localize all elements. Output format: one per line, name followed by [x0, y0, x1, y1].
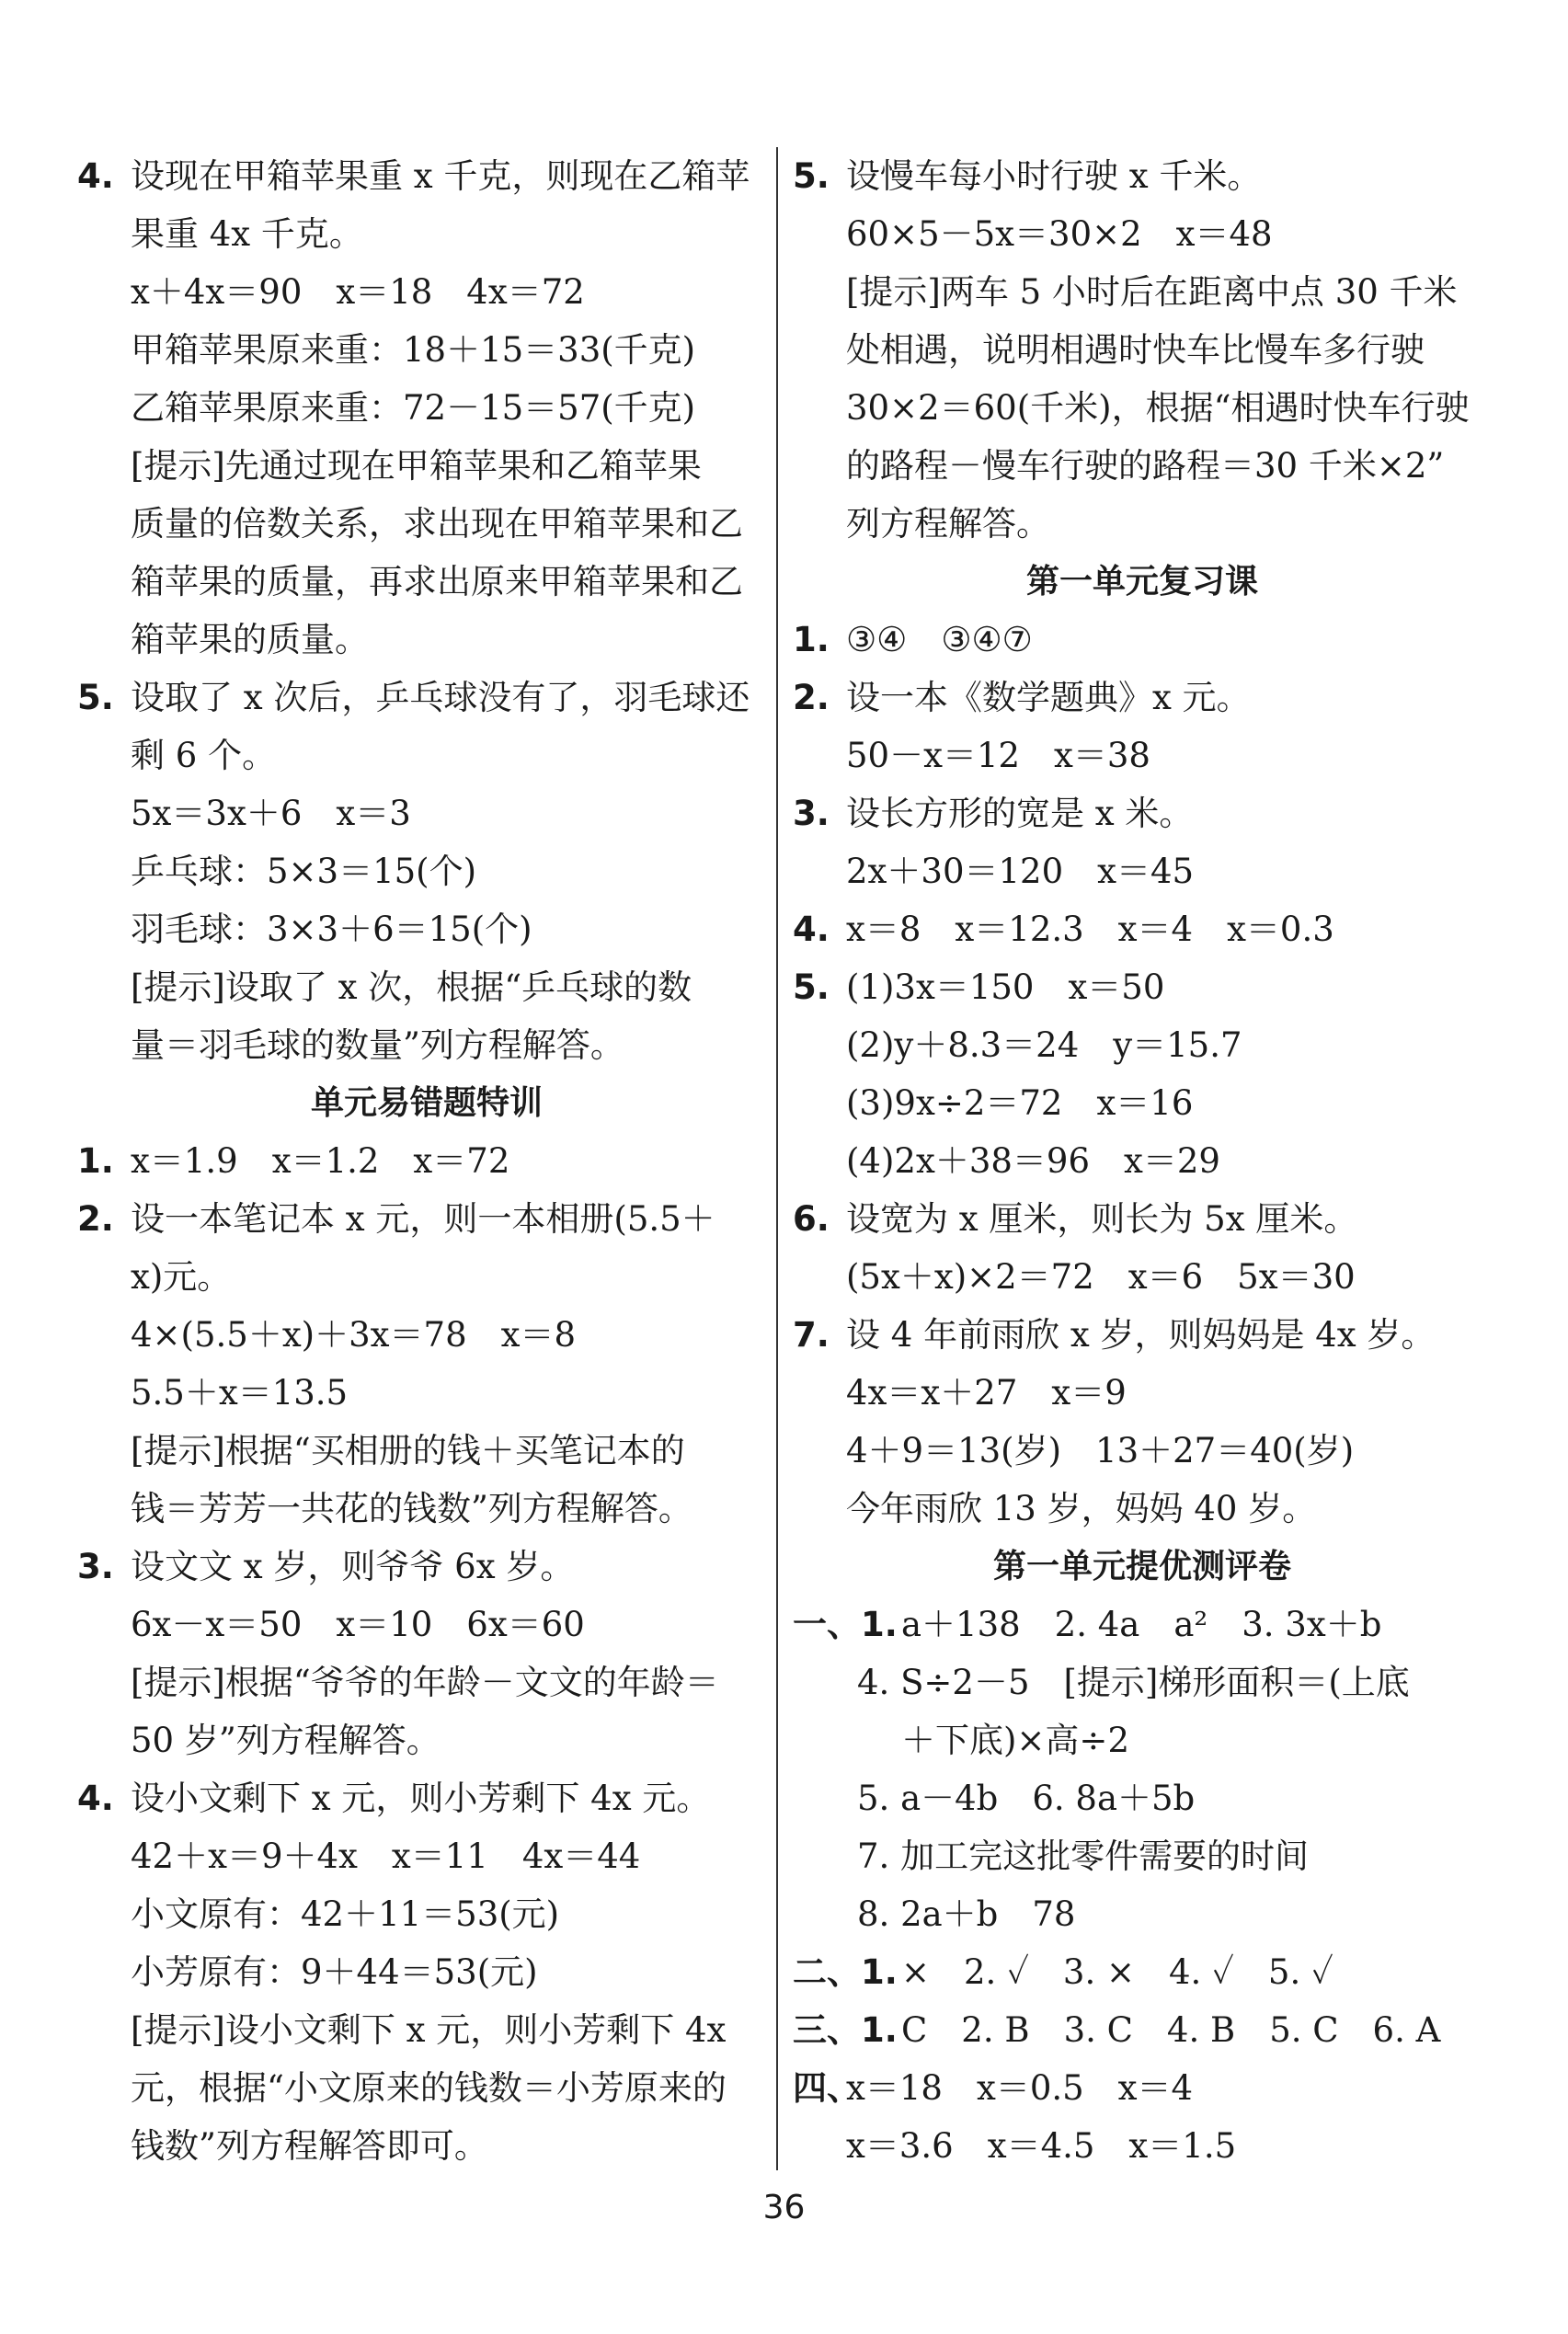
answer-line: [77, 958, 776, 1016]
answer-text: 8. 2a＋b 78: [857, 1894, 1076, 1934]
answer-line: [77, 1306, 776, 1364]
answer-line: [793, 727, 1492, 784]
answer-line: [793, 1248, 1492, 1306]
answer-line: [77, 2059, 776, 2117]
answer-text: [提示]根据“买相册的钱＋买笔记本的: [131, 1431, 685, 1470]
answer-text: 甲箱苹果原来重：18＋15＝33(千克): [131, 330, 696, 370]
answer-text: 设宽为 x 厘米，则长为 5x 厘米。: [846, 1199, 1358, 1239]
answer-line: [793, 1885, 1492, 1943]
answer-item: [77, 1132, 776, 1190]
answer-line: [77, 727, 776, 784]
answer-text: 处相遇，说明相遇时快车比慢车多行驶: [846, 330, 1425, 370]
answer-text: 设小文剩下 x 元，则小芳剩下 4x 元。: [131, 1779, 711, 1818]
item-number: 三、1.: [793, 2010, 898, 2050]
answer-line: [793, 1827, 1492, 1885]
answer-text: [提示]设小文剩下 x 元，则小芳剩下 4x: [131, 2010, 727, 2050]
answer-line: [77, 205, 776, 263]
answer-item: [793, 2059, 1492, 2117]
answer-text: 42＋x＝9＋4x x＝11 4x＝44: [131, 1836, 641, 1876]
answer-text: 5. a－4b 6. 8a＋5b: [857, 1779, 1196, 1818]
answer-text: x＝1.9 x＝1.2 x＝72: [131, 1141, 510, 1181]
answer-text: 剩 6 个。: [131, 736, 277, 775]
item-number: 5.: [793, 967, 830, 1007]
answer-text: ＋下底)×高÷2: [901, 1721, 1129, 1760]
answer-text: 设现在甲箱苹果重 x 千克，则现在乙箱苹: [131, 156, 750, 196]
answer-item: [793, 2001, 1492, 2059]
section-heading: 第一单元复习课: [1025, 563, 1258, 601]
answer-text: 设 4 年前雨欣 x 岁，则妈妈是 4x 岁。: [846, 1315, 1436, 1355]
answer-item: [793, 900, 1492, 958]
answer-line: [77, 2117, 776, 2175]
item-number: 5.: [77, 678, 114, 717]
section-heading: 第一单元提优测评卷: [992, 1548, 1291, 1585]
answer-text: [提示]根据“爷爷的年龄－文文的年龄＝: [131, 1663, 719, 1702]
answer-text: 设一本《数学题典》x 元。: [846, 678, 1251, 717]
answer-text: 2x＋30＝120 x＝45: [846, 852, 1195, 891]
item-number: 5.: [793, 156, 830, 196]
answer-text: 今年雨欣 13 岁，妈妈 40 岁。: [846, 1489, 1317, 1528]
answer-line: [77, 2001, 776, 2059]
answer-text: 乙箱苹果原来重：72－15＝57(千克): [131, 388, 696, 428]
item-number: 4.: [77, 1779, 114, 1818]
answer-item: [793, 1596, 1492, 1653]
answer-text: 小文原有：42＋11＝53(元): [131, 1894, 560, 1934]
answer-text: 4. S÷2－5 [提示]梯形面积＝(上底: [857, 1663, 1410, 1702]
answer-text: 的路程－慢车行驶的路程＝30 千米×2”: [846, 446, 1445, 486]
answer-text: 60×5－5x＝30×2 x＝48: [846, 214, 1273, 254]
answer-line: [77, 1248, 776, 1306]
answer-line: [77, 611, 776, 669]
answer-text: 4x＝x＋27 x＝9: [846, 1373, 1127, 1413]
answer-text: × 2. ✓ 3. × 4. ✓ 5. ✓: [901, 1952, 1333, 1992]
answer-line: [793, 263, 1492, 321]
answer-text: C 2. B 3. C 4. B 5. C 6. A: [901, 2010, 1441, 2050]
answer-line: [793, 842, 1492, 900]
answer-line: [793, 437, 1492, 495]
answer-text: 元，根据“小文原来的钱数＝小芳原来的: [131, 2068, 727, 2108]
answer-text: a＋138 2. 4a a² 3. 3x＋b: [901, 1605, 1382, 1644]
answer-line: [77, 1653, 776, 1711]
answer-line: [77, 1480, 776, 1538]
column-divider: [776, 147, 778, 2170]
answer-item: [793, 611, 1492, 669]
answer-item: [793, 958, 1492, 1016]
answer-line: [77, 553, 776, 611]
answer-text: 乒乓球：5×3＝15(个): [131, 852, 477, 891]
answer-line: [77, 1827, 776, 1885]
answer-text: [提示]先通过现在甲箱苹果和乙箱苹果: [131, 446, 702, 486]
item-number: 4.: [793, 910, 830, 949]
answer-line: [77, 321, 776, 379]
answer-item: [77, 669, 776, 727]
item-number: 3.: [793, 794, 830, 833]
answer-text: 箱苹果的质量。: [131, 620, 369, 659]
answer-line: [77, 1016, 776, 1074]
answer-line: [77, 495, 776, 553]
answer-text: 30×2＝60(千米)，根据“相遇时快车行驶: [846, 388, 1470, 428]
answer-text: 箱苹果的质量，再求出原来甲箱苹果和乙: [131, 562, 743, 601]
answer-line: [77, 1596, 776, 1653]
answer-text: 7. 加工完这批零件需要的时间: [857, 1836, 1310, 1876]
answer-line: [793, 1711, 1492, 1769]
answer-text: [提示]设取了 x 次，根据“乒乓球的数: [131, 967, 692, 1007]
answer-item: [77, 1190, 776, 1248]
answer-text: [提示]两车 5 小时后在距离中点 30 千米: [846, 272, 1458, 312]
answer-line: [77, 842, 776, 900]
item-number: 6.: [793, 1199, 830, 1239]
right-column: [793, 147, 1492, 2175]
answer-line: [793, 2117, 1492, 2175]
answer-text: x)元。: [131, 1257, 232, 1297]
answer-item: [77, 1538, 776, 1596]
answer-line: [793, 1074, 1492, 1132]
answer-item: [793, 669, 1492, 727]
answer-text: x＝3.6 x＝4.5 x＝1.5: [846, 2126, 1237, 2166]
answer-text: (4)2x＋38＝96 x＝29: [846, 1141, 1220, 1181]
answer-text: ③④ ③④⑦: [846, 620, 1033, 659]
item-number: 1.: [77, 1141, 114, 1181]
answer-line: [793, 1422, 1492, 1480]
answer-text: 设慢车每小时行驶 x 千米。: [846, 156, 1262, 196]
answer-line: [793, 1480, 1492, 1538]
answer-text: 6x－x＝50 x＝10 6x＝60: [131, 1605, 585, 1644]
section-heading: 单元易错题特训: [310, 1084, 543, 1122]
answer-line: [77, 1711, 776, 1769]
item-number: 2.: [77, 1199, 114, 1239]
item-number: 4.: [77, 156, 114, 196]
page-number: 36: [762, 2189, 806, 2226]
answer-text: 50－x＝12 x＝38: [846, 736, 1150, 775]
answer-line: [77, 1422, 776, 1480]
item-number: 四、: [793, 2068, 861, 2108]
answer-text: 5x＝3x＋6 x＝3: [131, 794, 411, 833]
answer-text: 果重 4x 千克。: [131, 214, 363, 254]
answer-text: 质量的倍数关系，求出现在甲箱苹果和乙: [131, 504, 743, 543]
item-number: 7.: [793, 1315, 830, 1355]
answer-text: x＝18 x＝0.5 x＝4: [846, 2068, 1194, 2108]
answer-line: [77, 900, 776, 958]
answer-line: [793, 205, 1492, 263]
answer-text: 4×(5.5＋x)＋3x＝78 x＝8: [131, 1315, 577, 1355]
answer-line: [793, 1016, 1492, 1074]
answer-text: 列方程解答。: [846, 504, 1050, 543]
answer-item: [77, 1769, 776, 1827]
answer-text: 钱＝芳芳一共花的钱数”列方程解答。: [131, 1489, 692, 1528]
answer-text: 设文文 x 岁，则爷爷 6x 岁。: [131, 1547, 575, 1586]
answer-line: [793, 321, 1492, 379]
answer-text: 设取了 x 次后，乒乓球没有了，羽毛球还: [131, 678, 750, 717]
answer-line: [77, 263, 776, 321]
answer-line: [793, 1364, 1492, 1422]
answer-text: (5x＋x)×2＝72 x＝6 5x＝30: [846, 1257, 1356, 1297]
item-number: 1.: [793, 620, 830, 659]
left-column: [77, 147, 776, 2175]
answer-text: 量＝羽毛球的数量”列方程解答。: [131, 1025, 624, 1065]
answer-text: (2)y＋8.3＝24 y＝15.7: [846, 1025, 1242, 1065]
answer-line: [77, 1364, 776, 1422]
answer-line: [793, 1653, 1492, 1711]
answer-text: x＝8 x＝12.3 x＝4 x＝0.3: [846, 910, 1334, 949]
answer-line: [77, 379, 776, 437]
answer-item: [793, 1306, 1492, 1364]
answer-item: [77, 147, 776, 205]
answer-line: [793, 495, 1492, 553]
answer-line: [793, 379, 1492, 437]
answer-text: 设一本笔记本 x 元，则一本相册(5.5＋: [131, 1199, 715, 1239]
answer-line: [77, 1885, 776, 1943]
answer-text: x＋4x＝90 x＝18 4x＝72: [131, 272, 585, 312]
answer-text: (3)9x÷2＝72 x＝16: [846, 1083, 1194, 1123]
answer-item: [793, 1190, 1492, 1248]
answer-text: (1)3x＝150 x＝50: [846, 967, 1165, 1007]
answer-text: 钱数”列方程解答即可。: [131, 2126, 488, 2166]
answer-line: [77, 784, 776, 842]
answer-line: [77, 437, 776, 495]
answer-text: 50 岁”列方程解答。: [131, 1721, 441, 1760]
answer-text: 羽毛球：3×3＋6＝15(个): [131, 910, 532, 949]
answer-text: 小芳原有：9＋44＝53(元): [131, 1952, 538, 1992]
answer-text: 4＋9＝13(岁) 13＋27＝40(岁): [846, 1431, 1355, 1470]
answer-line: [77, 1943, 776, 2001]
answer-line: [793, 1132, 1492, 1190]
item-number: 二、1.: [793, 1952, 898, 1992]
answer-text: 设长方形的宽是 x 米。: [846, 794, 1194, 833]
answer-text: 5.5＋x＝13.5: [131, 1373, 349, 1413]
answer-item: [793, 1943, 1492, 2001]
answer-item: [793, 784, 1492, 842]
item-number: 2.: [793, 678, 830, 717]
answer-item: [793, 147, 1492, 205]
item-number: 一、1.: [793, 1605, 898, 1644]
answer-line: [793, 1769, 1492, 1827]
item-number: 3.: [77, 1547, 114, 1586]
